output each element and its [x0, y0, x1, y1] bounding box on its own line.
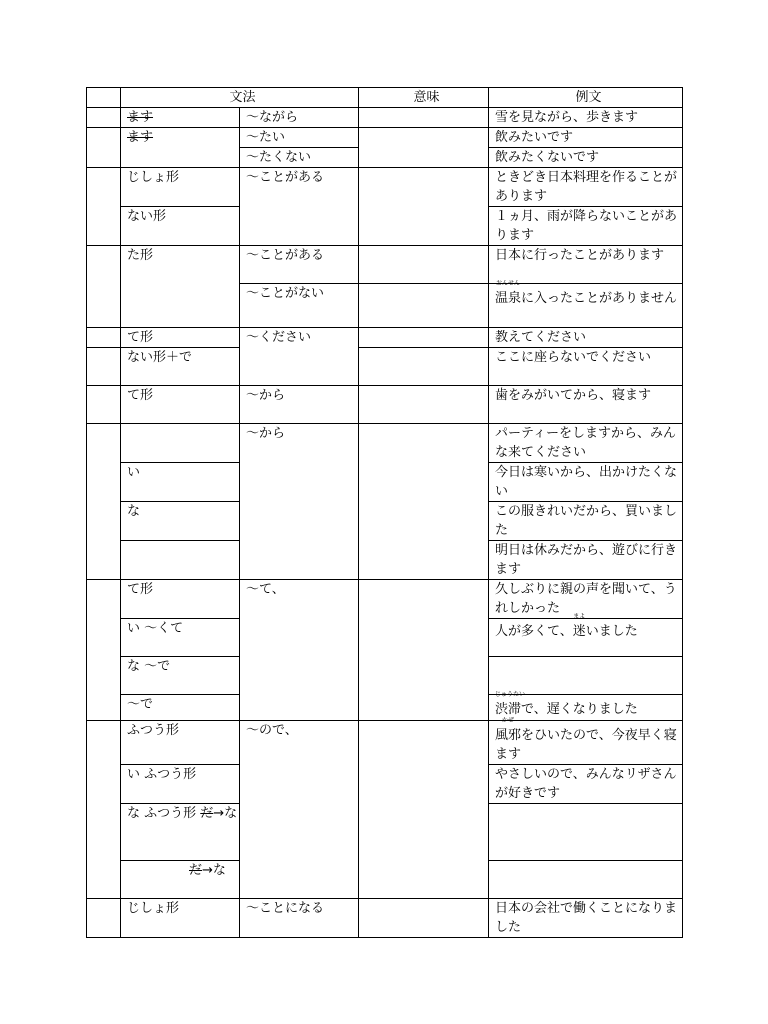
header-example: 例文	[489, 88, 683, 108]
form-strike-text: だ	[200, 806, 214, 821]
table-row	[87, 128, 683, 148]
number-cell	[87, 424, 121, 580]
example-cell: 明日は休みだから、遊びに行きます	[489, 541, 683, 580]
pattern-cell: ～ことがある	[240, 168, 359, 246]
example-cell: 今日は寒いから、出かけたくない	[489, 463, 683, 502]
number-cell	[87, 246, 121, 328]
meaning-cell	[359, 328, 489, 348]
example-cell: 日本の会社で働くことになりました	[489, 899, 683, 938]
example-text: をひいたので、今夜早く寝ます	[495, 728, 677, 762]
header-meaning: 意味	[359, 88, 489, 108]
example-cell	[489, 804, 683, 861]
pattern-cell: ～たくない	[240, 148, 359, 168]
pattern-cell: ～て、	[240, 580, 359, 721]
number-cell	[87, 348, 121, 386]
number-cell	[87, 328, 121, 348]
form-cell: ない形	[121, 207, 240, 246]
table-row	[87, 721, 683, 765]
grammar-table	[86, 87, 683, 938]
pattern-cell: ～ことがない	[240, 284, 359, 328]
form-cell	[121, 424, 240, 463]
form-cell: い ～くて	[121, 619, 240, 657]
pattern-cell: ～から	[240, 424, 359, 580]
example-cell: 飲みたくないです	[489, 148, 683, 168]
form-text: →な	[213, 806, 238, 821]
table-row	[87, 168, 683, 207]
example-cell	[489, 280, 683, 328]
pattern-cell: ～から	[240, 386, 359, 424]
kanji: 迷	[572, 624, 586, 639]
pattern-cell: ～ことがある	[240, 246, 359, 284]
number-cell	[87, 899, 121, 938]
kanji: 渋滞	[495, 702, 522, 717]
example-text: に入ったことがありません	[521, 291, 678, 306]
meaning-cell	[359, 246, 489, 284]
example-cell	[489, 657, 683, 695]
example-text: いました	[585, 624, 638, 639]
meaning-cell	[359, 348, 489, 386]
example-cell	[489, 717, 683, 765]
example-cell: １ヵ月、雨が降らないことがあります	[489, 207, 683, 246]
number-cell	[87, 721, 121, 899]
example-cell: パーティーをしますから、みんな来てください	[489, 424, 683, 463]
form-text: →な	[202, 863, 226, 878]
table-row	[87, 899, 683, 938]
meaning-cell	[359, 580, 489, 721]
form-cell: な	[121, 502, 240, 541]
form-cell: て形	[121, 580, 240, 619]
meaning-cell	[359, 424, 489, 580]
example-cell: この服きれいだから、買いました	[489, 502, 683, 541]
pattern-cell: ～ので、	[240, 721, 359, 899]
form-cell: じしょ形	[121, 899, 240, 938]
table-row	[87, 386, 683, 424]
number-cell	[87, 386, 121, 424]
form-cell: な ～で	[121, 657, 240, 695]
example-cell: 歯をみがいてから、寝ます	[489, 386, 683, 424]
example-cell	[489, 861, 683, 899]
meaning-cell	[359, 284, 489, 328]
table-row	[87, 348, 683, 386]
table-row	[87, 328, 683, 348]
header-blank-cell	[87, 88, 121, 108]
form-cell: ない形＋で	[121, 348, 240, 386]
meaning-cell	[359, 899, 489, 938]
example-text: で、遅くなりました	[521, 702, 638, 717]
kanji: 風邪	[495, 728, 522, 743]
form-cell	[121, 541, 240, 580]
pattern-cell: ～ながら	[240, 108, 359, 128]
pattern-cell: ～ください	[240, 328, 359, 386]
example-cell: 雪を見ながら、歩きます	[489, 108, 683, 128]
table-row	[87, 108, 683, 128]
number-cell	[87, 128, 121, 168]
meaning-cell	[359, 721, 489, 899]
example-cell: 飲みたいです	[489, 128, 683, 148]
form-text: な ふつう形	[127, 806, 201, 821]
ruby-word	[495, 280, 522, 308]
form-strike-text: だ	[189, 863, 203, 878]
pattern-cell: ～たい	[240, 128, 359, 148]
header-row	[87, 88, 683, 108]
furigana: かぜ	[502, 717, 515, 724]
form-cell: た形	[121, 246, 240, 328]
furigana: おんせん	[496, 280, 521, 287]
form-cell: い	[121, 463, 240, 502]
form-cell: い ふつう形	[121, 765, 240, 804]
furigana: じゅうたい	[495, 691, 526, 698]
example-cell: やさしいので、みんなリザさんが好きです	[489, 765, 683, 804]
number-cell	[87, 580, 121, 721]
form-cell	[121, 128, 240, 168]
example-cell: ときどき日本料理を作ることがあります	[489, 168, 683, 207]
furigana: まよ	[573, 613, 586, 620]
example-text: 人が多くて、	[495, 624, 573, 639]
form-cell	[121, 108, 240, 128]
example-cell: 久しぶりに親の声を聞いて、うれしかった	[489, 580, 683, 619]
form-cell: ～で	[121, 695, 240, 721]
ruby-word	[495, 717, 522, 745]
meaning-cell	[359, 386, 489, 424]
table-row	[87, 580, 683, 619]
table-row	[87, 424, 683, 463]
example-cell: ここに座らないでください	[489, 348, 683, 386]
table-row	[87, 246, 683, 284]
form-cell: ふつう形	[121, 721, 240, 765]
number-cell	[87, 168, 121, 246]
ruby-word	[572, 613, 586, 641]
meaning-cell	[359, 168, 489, 246]
example-cell	[489, 613, 683, 657]
pattern-cell: ～ことになる	[240, 899, 359, 938]
form-text: ます	[127, 130, 154, 145]
form-cell: て形	[121, 328, 240, 348]
header-grammar: 文法	[121, 88, 359, 108]
form-cell: て形	[121, 386, 240, 424]
example-cell: 教えてください	[489, 328, 683, 348]
meaning-cell	[359, 108, 489, 128]
example-cell: 日本に行ったことがあります	[489, 246, 683, 284]
form-cell	[121, 804, 240, 861]
number-cell	[87, 108, 121, 128]
meaning-cell	[359, 128, 489, 168]
kanji: 温泉	[495, 291, 522, 306]
form-text: ます	[127, 110, 154, 125]
form-cell	[121, 861, 240, 899]
form-cell: じしょ形	[121, 168, 240, 207]
